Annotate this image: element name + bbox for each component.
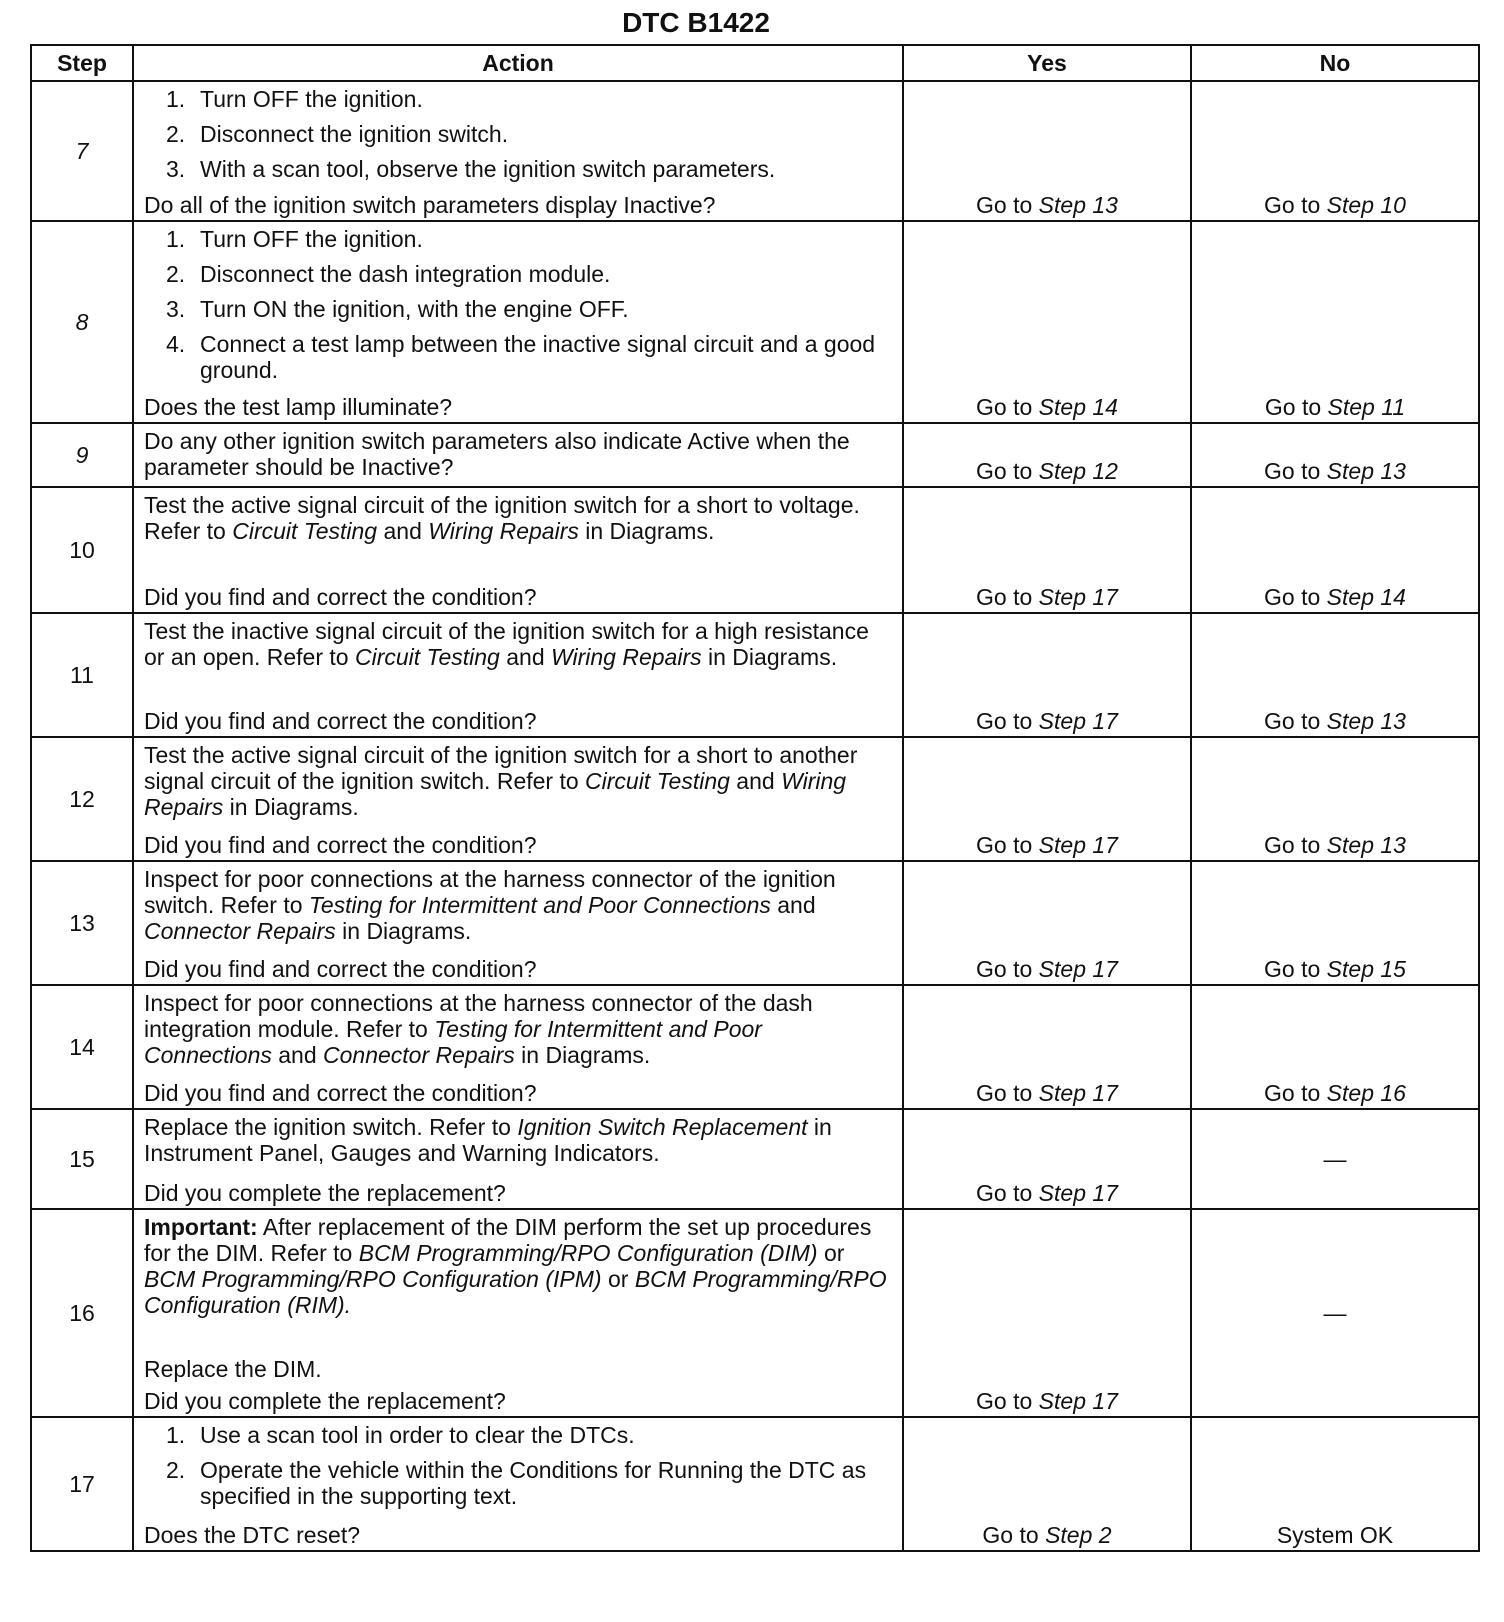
action-cell [133, 1109, 903, 1209]
action-text: Test the inactive signal circuit of the ignition switch for a high resistance or an open. Refer to Circuit Testing and Wiring Repairs in Diagrams. [144, 618, 869, 670]
action-question: Do any other ignition switch parameters also indicate Active when the parameter should be Inactive? [144, 428, 850, 480]
no-answer: Go to Step 13 [1191, 613, 1479, 737]
table-row [31, 423, 1479, 487]
list-item: 2. Disconnect the ignition switch. [166, 121, 509, 147]
table-row [31, 737, 1479, 861]
no-answer: Go to Step 13 [1191, 737, 1479, 861]
action-question: Does the DTC reset? [144, 1522, 361, 1548]
step-number: 13 [31, 861, 133, 985]
list-item: 3. Turn ON the ignition, with the engine OFF. [166, 296, 629, 322]
table-row [31, 487, 1479, 613]
action-cell [133, 423, 903, 487]
no-answer: — [1191, 1109, 1479, 1209]
yes-answer: Go to Step 17 [903, 737, 1191, 861]
table-row [31, 861, 1479, 985]
important-note: Important: After replacement of the DIM perform the set up procedures for the DIM. Refer to BCM Programming/RPO Configuration (DIM) or BCM Programming/RPO Configuration (IPM) or BCM Programming/RPO Configuration (RIM). [144, 1214, 887, 1318]
no-answer: Go to Step 15 [1191, 861, 1479, 985]
yes-answer: Go to Step 14 [903, 221, 1191, 423]
yes-answer: Go to Step 12 [903, 423, 1191, 487]
yes-answer: Go to Step 17 [903, 1109, 1191, 1209]
action-question: Did you find and correct the condition? [144, 708, 537, 734]
action-question: Did you find and correct the condition? [144, 1080, 537, 1106]
action-question: Did you find and correct the condition? [144, 584, 537, 610]
step-number: 17 [31, 1417, 133, 1551]
action-question: Did you find and correct the condition? [144, 956, 537, 982]
action-text: Test the active signal circuit of the ignition switch for a short to voltage. Refer to Circuit Testing and Wiring Repairs in Diagrams. [144, 492, 860, 544]
yes-answer: Go to Step 17 [903, 861, 1191, 985]
action-cell [133, 487, 903, 613]
list-item: 1. Turn OFF the ignition. [166, 226, 423, 252]
action-cell [133, 613, 903, 737]
no-answer: Go to Step 13 [1191, 423, 1479, 487]
action-steps [144, 86, 894, 191]
no-answer: — [1191, 1209, 1479, 1417]
yes-answer: Go to Step 17 [903, 487, 1191, 613]
list-item: 2. Disconnect the dash integration module. [166, 261, 611, 287]
header-yes: Yes [903, 45, 1191, 81]
no-answer: Go to Step 16 [1191, 985, 1479, 1109]
header-step: Step [31, 45, 133, 81]
no-answer: Go to Step 11 [1191, 221, 1479, 423]
step-number: 12 [31, 737, 133, 861]
action-question: Did you find and correct the condition? [144, 832, 537, 858]
step-number: 7 [31, 81, 133, 221]
no-answer: Go to Step 14 [1191, 487, 1479, 613]
yes-answer: Go to Step 13 [903, 81, 1191, 221]
action-cell [133, 81, 903, 221]
list-item: 2. Operate the vehicle within the Conditions for Running the DTC as specified in the supporting text. [166, 1457, 867, 1509]
table-row [31, 1417, 1479, 1551]
action-cell [133, 985, 903, 1109]
diagnostic-table [30, 44, 1480, 1552]
table-header-row [31, 45, 1479, 81]
action-text: Inspect for poor connections at the harness connector of the dash integration module. Refer to Testing for Intermittent and Poor Connections and Connector Repairs in Diagrams. [144, 990, 813, 1068]
table-row [31, 1209, 1479, 1417]
table-row [31, 985, 1479, 1109]
step-number: 9 [31, 423, 133, 487]
table-row [31, 1109, 1479, 1209]
step-number: 15 [31, 1109, 133, 1209]
yes-answer: Go to Step 17 [903, 613, 1191, 737]
action-question: Did you complete the replacement? [144, 1180, 506, 1206]
table-row [31, 613, 1479, 737]
action-steps [144, 226, 894, 392]
action-cell [133, 1417, 903, 1551]
action-steps [144, 1422, 894, 1518]
step-number: 10 [31, 487, 133, 613]
action-text: Replace the DIM. [144, 1356, 322, 1382]
step-number: 16 [31, 1209, 133, 1417]
action-cell [133, 737, 903, 861]
step-number: 11 [31, 613, 133, 737]
header-action: Action [133, 45, 903, 81]
table-row [31, 81, 1479, 221]
yes-answer: Go to Step 17 [903, 1209, 1191, 1417]
action-text: Replace the ignition switch. Refer to Ignition Switch Replacement in Instrument Panel, Gauges and Warning Indicators. [144, 1114, 832, 1166]
action-question: Does the test lamp illuminate? [144, 394, 453, 420]
step-number: 14 [31, 985, 133, 1109]
no-answer: Go to Step 10 [1191, 81, 1479, 221]
list-item: 1. Turn OFF the ignition. [166, 86, 423, 112]
yes-answer: Go to Step 17 [903, 985, 1191, 1109]
no-answer: System OK [1191, 1417, 1479, 1551]
list-item: 3. With a scan tool, observe the ignition switch parameters. [166, 156, 776, 182]
yes-answer: Go to Step 2 [903, 1417, 1191, 1551]
action-cell [133, 221, 903, 423]
header-no: No [1191, 45, 1479, 81]
list-item: 4. Connect a test lamp between the inactive signal circuit and a good ground. [166, 331, 876, 383]
step-number: 8 [31, 221, 133, 423]
page-title: DTC B1422 [622, 7, 770, 38]
action-question: Do all of the ignition switch parameters display Inactive? [144, 192, 716, 218]
action-text: Inspect for poor connections at the harness connector of the ignition switch. Refer to Testing for Intermittent and Poor Connections and Connector Repairs in Diagrams. [144, 866, 836, 944]
action-question: Did you complete the replacement? [144, 1388, 506, 1414]
table-row [31, 221, 1479, 423]
action-cell [133, 861, 903, 985]
action-cell [133, 1209, 903, 1417]
list-item: 1. Use a scan tool in order to clear the DTCs. [166, 1422, 635, 1448]
action-text: Test the active signal circuit of the ignition switch for a short to another signal circuit of the ignition switch. Refer to Circuit Testing and Wiring Repairs in Diagrams. [144, 742, 858, 820]
